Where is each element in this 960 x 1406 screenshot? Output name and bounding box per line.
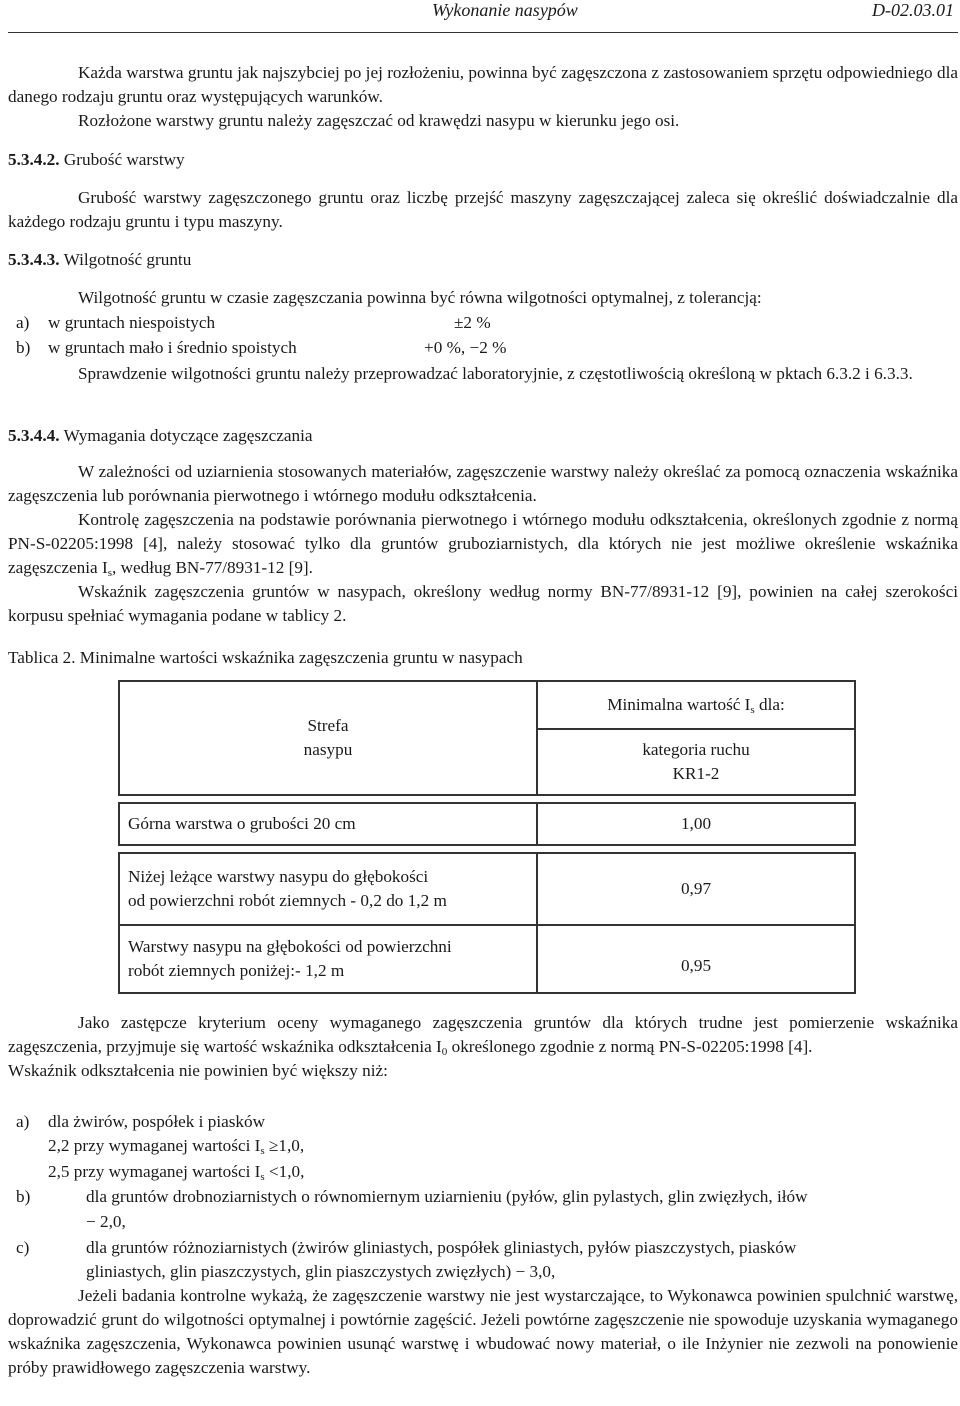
cell-line: Warstwy nasypu na głębokości od powierzchni (128, 937, 452, 956)
list-marker: a) (16, 313, 30, 332)
section-body-5343-after (8, 362, 958, 386)
section-number: 5.3.4.2. (8, 150, 60, 169)
list-item-text: gliniastych, glin piaszczystych, glin piaszczystych zwięzłych) − 3,0, (86, 1262, 556, 1281)
subscript: 0 (441, 1046, 448, 1058)
paragraph-3: Wskaźnik zagęszczenia gruntów w nasypach, określony według normy BN-77/8931-12 [9], powinien na całej szerokości korpusu spełniać wymagania podane w tablicy 2. (8, 582, 958, 625)
paragraph: Sprawdzenie wilgotności gruntu należy przeprowadzać laboratoryjnie, z częstotliwością określoną w pktach 6.3.2 i 6.3.3. (78, 364, 913, 383)
section-body-5344 (8, 460, 958, 628)
after-table-section (8, 1011, 958, 1083)
paragraph: Wskaźnik odkształcenia nie powinien być większy niż: (8, 1061, 388, 1080)
section-title: Wilgotność gruntu (63, 250, 192, 269)
text: Jako zastępcze kryterium oceny wymaganego zagęszczenia gruntów dla których trudne jest pomierzenie wskaźnika zagęszczenia, przyjmuje się wartość wskaźnika odkształcenia I (8, 1013, 958, 1056)
list-item-text: w gruntach niespoistych (48, 313, 216, 332)
header-line: nasypu (303, 740, 353, 759)
text: ≥1,0, (264, 1136, 305, 1155)
header-code: D-02.03.01 (872, 0, 954, 20)
table-header-zone (119, 681, 537, 795)
section-heading-5343 (8, 248, 191, 272)
table-row (119, 853, 855, 925)
list-item-value: ±2 % (454, 313, 491, 332)
section-number: 5.3.4.4. (8, 426, 60, 445)
list-item-text: − 2,0, (86, 1212, 126, 1231)
table-cell-value: 0,97 (537, 853, 855, 925)
subscript: s (107, 567, 112, 579)
section-title: Grubość warstwy (63, 150, 185, 169)
cell-line: Niżej leżące warstwy nasypu do głębokości (128, 867, 429, 886)
list-marker: b) (16, 1187, 31, 1206)
text: 2,2 przy wymaganej wartości I (48, 1136, 261, 1155)
cell-line: robót ziemnych poniżej:- 1,2 m (128, 961, 345, 980)
intro-section (8, 61, 958, 133)
subscript: s (750, 704, 755, 716)
section-title: Wymagania dotyczące zagęszczania (63, 426, 313, 445)
subscript: s (260, 1145, 265, 1157)
table-cell-value: 0,95 (537, 925, 855, 993)
list-marker: a) (16, 1112, 30, 1131)
list-item-text (48, 1134, 304, 1158)
table-cell-value: 1,00 (537, 803, 855, 845)
text: , według BN-77/8931-12 [9]. (111, 558, 313, 577)
list-item-text: dla żwirów, pospółek i piasków (48, 1112, 266, 1131)
section-body-5343 (8, 286, 958, 310)
header-title: Wykonanie nasypów (432, 0, 578, 20)
table-gap (119, 795, 855, 803)
page-header (8, 0, 958, 33)
text: dla: (754, 695, 785, 714)
table-row (119, 925, 855, 993)
text: Minimalna wartość I (607, 695, 751, 714)
intro-paragraph-1: Każda warstwa gruntu jak najszybciej po jej rozłożeniu, powinna być zagęszczona z zastosowaniem sprzętu odpowiedniego dla danego rodzaju gruntu oraz występujących warunków. (8, 63, 958, 106)
list-item-text: dla gruntów drobnoziarnistych o równomiernym uziarnieniu (pyłów, glin pylastych, glin zwięzłych, iłów (86, 1187, 808, 1206)
table-cell-zone (119, 925, 537, 993)
paragraph-2 (8, 508, 958, 580)
table-header-traffic-category (537, 729, 855, 795)
list-item-text: w gruntach mało i średnio spoistych (48, 338, 297, 357)
table-caption: Tablica 2. Minimalne wartości wskaźnika zagęszczenia gruntu w nasypach (8, 648, 523, 667)
text: <1,0, (264, 1162, 305, 1181)
subscript: s (260, 1171, 265, 1183)
section-body-5342 (8, 186, 958, 234)
header-line: kategoria ruchu (642, 740, 750, 759)
list-item-value: +0 %, −2 % (424, 338, 507, 357)
section-number: 5.3.4.3. (8, 250, 60, 269)
section-heading-5342 (8, 148, 185, 172)
paragraph-1: W zależności od uziarnienia stosowanych materiałów, zagęszczenie warstwy należy określać za pomocą oznaczenia wskaźnika zagęszczenia lub porównania pierwotnego i wtórnego modułu odkształcenia. (8, 462, 958, 505)
header-line: Strefa (307, 716, 349, 735)
list-marker: c) (16, 1238, 30, 1257)
cell-line: od powierzchni robót ziemnych - 0,2 do 1,2 m (128, 891, 447, 910)
cell-line: Górna warstwa o grubości 20 cm (128, 814, 356, 833)
section-heading-5344 (8, 424, 313, 448)
intro-paragraph-2: Rozłożone warstwy gruntu należy zagęszczać od krawędzi nasypu w kierunku jego osi. (78, 111, 680, 130)
paragraph (8, 1011, 958, 1059)
text: Kontrolę zagęszczenia na podstawie porównania pierwotnego i wtórnego modułu odkształcenia, określonych zgodnie z normą PN-S-02205:1998 [4], należy stosować tylko dla gruntów gruboziarnistych, dla których nie jest możliwe określenie wskaźnika zagęszczenia I (8, 510, 958, 577)
text: określonego zgodnie z normą PN-S-02205:1998 [4]. (447, 1037, 813, 1056)
list-item-text: dla gruntów różnoziarnistych (żwirów gliniastych, pospółek gliniastych, pyłów piaszczystych, piasków (86, 1238, 797, 1257)
final-section (8, 1284, 958, 1380)
header-line: KR1-2 (672, 764, 720, 783)
table-cell-zone (119, 803, 537, 845)
table-header-min-value (537, 681, 855, 729)
list-marker: b) (16, 338, 31, 357)
text: 2,5 przy wymaganej wartości I (48, 1162, 261, 1181)
paragraph: Grubość warstwy zagęszczonego gruntu oraz liczbę przejść maszyny zagęszczającej zaleca się określić doświadczalnie dla każdego rodzaju gruntu i typu maszyny. (8, 188, 958, 231)
table-row (119, 803, 855, 845)
list-item-text (48, 1160, 304, 1184)
compaction-table (118, 680, 856, 994)
paragraph: Jeżeli badania kontrolne wykażą, że zagęszczenie warstwy nie jest wystarczające, to Wykonawca powinien spulchnić warstwę, doprowadzić grunt do wilgotności optymalnej i powtórnie zagęścić. Jeżeli powtórne zagęszczenie nie spowoduje uzyskania wymaganego wskaźnika zagęszczenia, Wykonawca powinien usunąć warstwę i wbudować nowy materiał, o ile Inżynier nie zezwoli na ponowienie próby prawidłowego zagęszczenia warstwy. (8, 1286, 958, 1377)
paragraph: Wilgotność gruntu w czasie zagęszczania powinna być równa wilgotności optymalnej, z tolerancją: (78, 288, 762, 307)
table-gap (119, 845, 855, 853)
table-cell-zone (119, 853, 537, 925)
